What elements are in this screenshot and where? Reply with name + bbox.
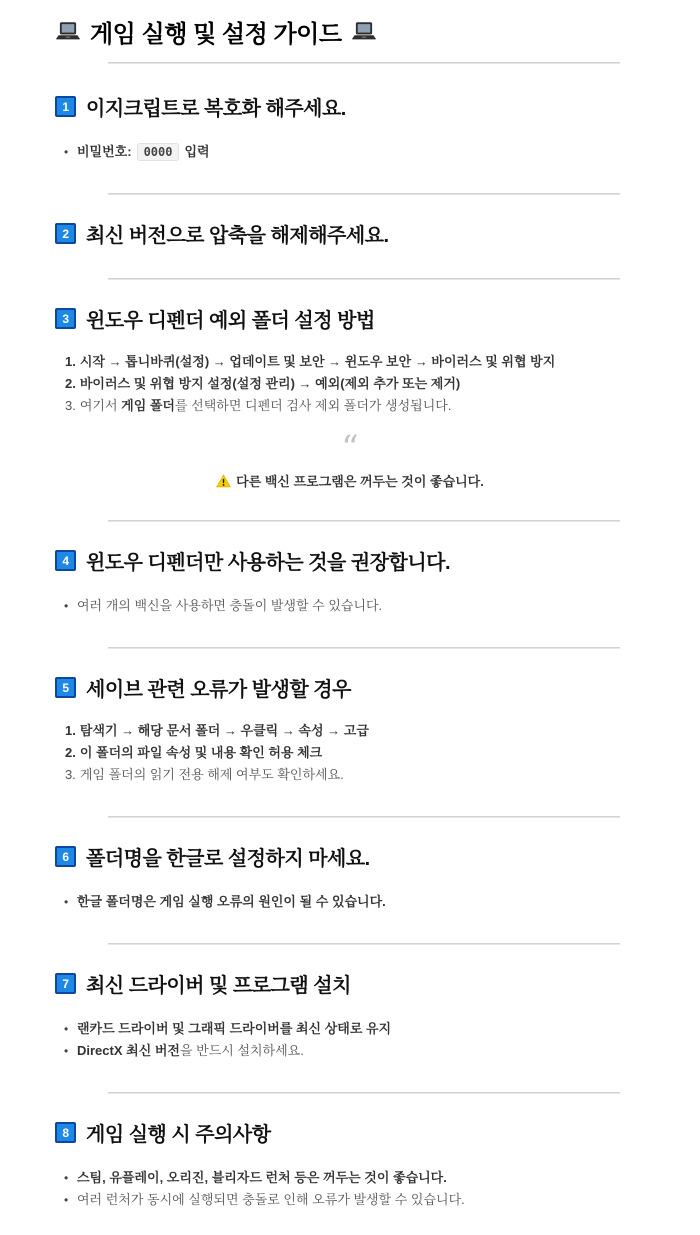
list-item <box>63 1167 645 1189</box>
bullet-list <box>55 891 645 913</box>
section-6 <box>55 842 645 913</box>
section-2-heading <box>55 219 645 248</box>
step-text: 게임 폴더의 읽기 전용 해제 여부도 확인하세요. <box>79 767 344 782</box>
step-text: 탐색기 → 해당 문서 폴더 → 우클릭 → 속성 → 고급 <box>79 723 369 738</box>
step-text: 바이러스 및 위협 방지 설정(설정 관리) → 예외(제외 추가 또는 제거) <box>79 376 461 391</box>
section-4 <box>55 546 645 617</box>
section-title: 최신 드라이버 및 프로그램 설치 <box>86 975 351 997</box>
list-item <box>63 141 645 163</box>
numbered-steps <box>55 720 645 786</box>
bullet-text: 을 반드시 설치하세요. <box>179 1043 304 1058</box>
step-number: 1. <box>65 723 76 738</box>
step-item <box>65 742 645 764</box>
bullet-text: 여러 런처가 동시에 실행되면 충돌로 인해 오류가 발생할 수 있습니다. <box>77 1192 465 1207</box>
step-text: 이 폴더의 파일 속성 및 내용 확인 허용 체크 <box>79 745 323 760</box>
section-3 <box>55 304 645 490</box>
list-item <box>63 1040 645 1062</box>
bullet-list <box>55 595 645 617</box>
section-title: 윈도우 디펜더만 사용하는 것을 권장합니다. <box>86 552 451 574</box>
step-number: 2. <box>65 745 76 760</box>
step-text-bold: 게임 폴더 <box>121 398 175 413</box>
section-3-heading <box>55 304 645 333</box>
section-6-heading <box>55 842 645 871</box>
section-number-badge: 7 <box>55 973 76 994</box>
warning-icon <box>216 474 231 488</box>
section-title: 윈도우 디펜더 예외 폴더 설정 방법 <box>86 310 375 332</box>
section-divider <box>108 647 620 649</box>
password-label: 비밀번호: <box>77 144 132 159</box>
laptop-icon <box>351 21 377 43</box>
bullet-text: 여러 개의 백신을 사용하면 충돌이 발생할 수 있습니다. <box>77 598 383 613</box>
section-5-heading <box>55 673 645 702</box>
title-divider <box>108 62 620 64</box>
section-divider <box>108 943 620 945</box>
bullet-list <box>55 1167 645 1211</box>
section-7-heading <box>55 969 645 998</box>
password-suffix: 입력 <box>184 144 210 159</box>
section-2 <box>55 219 645 248</box>
section-1 <box>55 92 645 163</box>
section-divider <box>108 278 620 280</box>
list-item <box>63 595 645 617</box>
password-code-chip: 0000 <box>137 143 180 161</box>
quote-mark-icon: “ <box>341 428 359 468</box>
section-1-heading <box>55 92 645 121</box>
list-item <box>63 891 645 913</box>
warning-text: 다른 백신 프로그램은 꺼두는 것이 좋습니다. <box>236 474 484 489</box>
numbered-steps <box>55 351 645 417</box>
section-4-heading <box>55 546 645 575</box>
bullet-text: 스팀, 유플레이, 오리진, 블리자드 런처 등은 꺼두는 것이 좋습니다. <box>77 1170 447 1185</box>
section-number-badge: 2 <box>55 223 76 244</box>
section-divider <box>108 816 620 818</box>
section-5 <box>55 673 645 786</box>
bullet-list <box>55 141 645 163</box>
step-number: 2. <box>65 376 76 391</box>
warning-line <box>55 471 645 490</box>
bullet-text: 랜카드 드라이버 및 그래픽 드라이버를 최신 상태로 유지 <box>77 1021 392 1036</box>
step-number: 1. <box>65 354 76 369</box>
step-item <box>65 720 645 742</box>
section-number-badge: 5 <box>55 677 76 698</box>
step-item <box>65 395 645 417</box>
bullet-list <box>55 1018 645 1062</box>
bullet-text: 한글 폴더명은 게임 실행 오류의 원인이 될 수 있습니다. <box>77 894 386 909</box>
section-number-badge: 4 <box>55 550 76 571</box>
step-number: 3. <box>65 767 76 782</box>
section-title: 폴더명을 한글로 설정하지 마세요. <box>86 848 370 870</box>
section-title: 게임 실행 시 주의사항 <box>86 1124 271 1146</box>
section-number-badge: 8 <box>55 1122 76 1143</box>
section-title: 세이브 관련 오류가 발생할 경우 <box>86 679 351 701</box>
page-title-text: 게임 실행 및 설정 가이드 <box>90 21 342 48</box>
section-7 <box>55 969 645 1062</box>
step-text: 여기서 <box>79 398 122 413</box>
section-divider <box>108 520 620 522</box>
laptop-icon <box>55 21 81 43</box>
step-number: 3. <box>65 398 76 413</box>
section-number-badge: 6 <box>55 846 76 867</box>
step-text: 시작 → 톱니바퀴(설정) → 업데이트 및 보안 → 윈도우 보안 → 바이러스 및 위협 방지 <box>79 354 556 369</box>
list-item <box>63 1018 645 1040</box>
section-divider <box>108 193 620 195</box>
section-number-badge: 1 <box>55 96 76 117</box>
step-item <box>65 351 645 373</box>
section-title: 이지크립트로 복호화 해주세요. <box>86 98 346 120</box>
list-item <box>63 1189 645 1211</box>
step-item <box>65 764 645 786</box>
section-divider <box>108 1092 620 1094</box>
section-8 <box>55 1118 645 1211</box>
page-title <box>55 14 645 49</box>
bullet-text-bold: DirectX 최신 버전 <box>77 1043 180 1058</box>
section-8-heading <box>55 1118 645 1147</box>
step-text: 를 선택하면 디펜더 검사 제외 폴더가 생성됩니다. <box>175 398 452 413</box>
step-item <box>65 373 645 395</box>
blockquote <box>55 428 645 490</box>
section-title: 최신 버전으로 압축을 해제해주세요. <box>86 225 389 247</box>
section-number-badge: 3 <box>55 308 76 329</box>
